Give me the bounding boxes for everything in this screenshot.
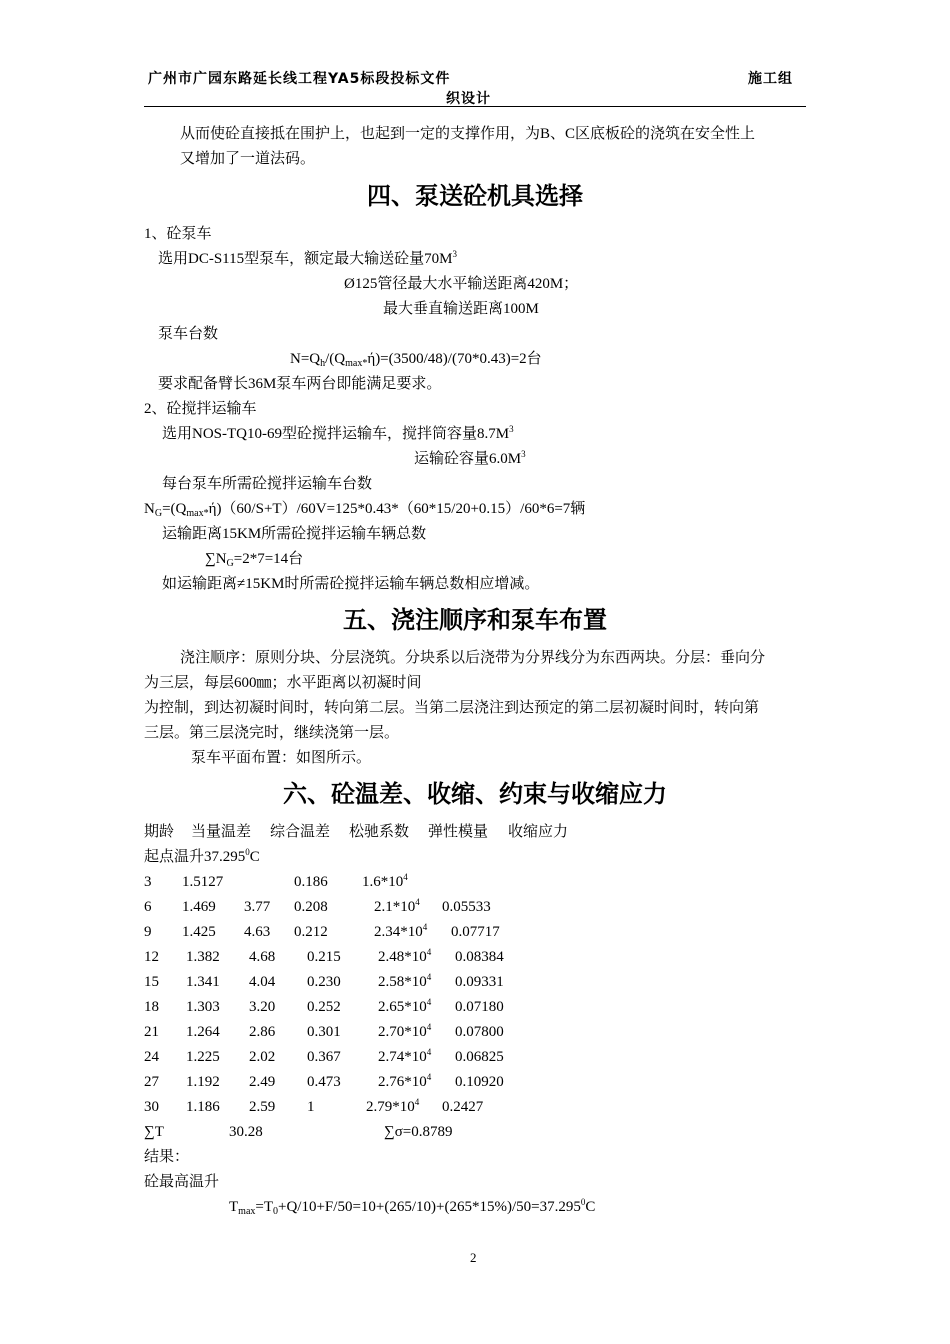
table-cell-age: 24 — [144, 1049, 159, 1065]
table-cell-mod: $1.6*10^4$ — [362, 872, 408, 890]
header-rule — [144, 106, 806, 107]
col-header: 当量温差 — [191, 824, 252, 840]
tmax-formula: $T_{max}=T_0+Q/10+F/50=10+(265/10)+(265*15\%)/50=37.295^0C$ — [229, 1197, 596, 1217]
item-mixer-truck: 2、砼搅拌运输车 — [144, 401, 257, 417]
col-header: 期龄 — [144, 824, 175, 840]
table-cell-relax: 0.252 — [307, 999, 341, 1015]
sum-t-label: ∑T — [144, 1124, 164, 1140]
table-cell-mod: $2.1*10^4$ — [374, 897, 420, 915]
header-right: 施工组 — [748, 71, 793, 87]
pour-order-line-2: 为三层，每层600㎜；水平距离以初凝时间 — [144, 675, 422, 691]
pour-order-line-3: 为控制，到达初凝时间时，转向第二层。当第二层浇注到达预定的第二层初凝时间时，转向第 — [144, 700, 760, 716]
table-cell-relax: 0.230 — [307, 974, 341, 990]
table-cell-relax: 1 — [307, 1099, 315, 1115]
table-cell-relax: 0.473 — [307, 1074, 341, 1090]
table-cell-stress: 0.08384 — [455, 949, 504, 965]
table-cell-equiv: 1.341 — [186, 974, 220, 990]
col-header: 综合温差 — [270, 824, 331, 840]
table-cell-age: 3 — [144, 874, 152, 890]
max-rise-label: 砼最高温升 — [144, 1174, 220, 1190]
page-number: 2 — [470, 1250, 477, 1265]
table-cell-comp: 3.20 — [249, 999, 276, 1015]
table-cell-equiv: 1.192 — [186, 1074, 220, 1090]
table-cell-comp: 4.04 — [249, 974, 276, 990]
result-label: 结果： — [144, 1149, 190, 1165]
table-cell-stress: 0.2427 — [442, 1099, 484, 1115]
table-cell-equiv: 1.382 — [186, 949, 220, 965]
table-cell-relax: 0.212 — [294, 924, 328, 940]
table-cell-equiv: 1.469 — [182, 899, 216, 915]
table-cell-comp: 4.63 — [244, 924, 271, 940]
table-cell-age: 15 — [144, 974, 159, 990]
pump-model: 选用DC-S115型泵车，额定最大输送砼量$70M^3$ — [158, 249, 457, 267]
table-cell-mod: $2.76*10^4$ — [378, 1072, 432, 1090]
pour-order-line-4: 三层。第三层浇完时，继续浇第一层。 — [144, 725, 400, 741]
col-header: 弹性模量 — [428, 824, 489, 840]
table-cell-comp: 2.86 — [249, 1024, 276, 1040]
section-6-title: 六、砼温差、收缩、约束与收缩应力 — [283, 780, 667, 808]
table-cell-mod: $2.74*10^4$ — [378, 1047, 432, 1065]
pump-horizontal-distance: Ø125管径最大水平输送距离420M； — [344, 276, 579, 292]
table-cell-equiv: 1.425 — [182, 924, 216, 940]
table-cell-age: 18 — [144, 999, 159, 1015]
table-cell-age: 30 — [144, 1099, 159, 1115]
intro-line-2: 又增加了一道法码。 — [180, 151, 316, 167]
mixers-per-pump-formula: $N_G=(Q_{max*}ή)(60/S+T)/60V=125*0.43*(60*15/20+0.15)/60*6=7$辆 — [144, 501, 586, 519]
table-cell-relax: 0.186 — [294, 874, 328, 890]
table-cell-stress: 0.05533 — [442, 899, 491, 915]
mixers-total-label: 运输距离15KM所需砼搅拌运输车辆总数 — [162, 526, 427, 542]
intro-line-1: 从而使砼直接抵在围护上，也起到一定的支撑作用，为B、C区底板砼的浇筑在安全性上 — [180, 126, 756, 142]
table-cell-relax: 0.215 — [307, 949, 341, 965]
start-temp-rise: 起点温升37.295$^0$C — [144, 847, 260, 865]
table-cell-age: 21 — [144, 1024, 159, 1040]
table-cell-mod: $2.48*10^4$ — [378, 947, 432, 965]
table-cell-equiv: 1.5127 — [182, 874, 224, 890]
table-cell-relax: 0.301 — [307, 1024, 341, 1040]
table-cell-comp: 2.02 — [249, 1049, 276, 1065]
table-cell-equiv: 1.303 — [186, 999, 220, 1015]
col-header: 收缩应力 — [508, 824, 569, 840]
col-header: 松驰系数 — [349, 824, 410, 840]
table-cell-equiv: 1.186 — [186, 1099, 220, 1115]
table-cell-stress: 0.06825 — [455, 1049, 504, 1065]
pour-order-line-1: 浇注顺序：原则分块、分层浇筑。分块系以后浇带为分界线分为东西两块。分层：垂向分 — [180, 650, 766, 666]
table-cell-equiv: 1.225 — [186, 1049, 220, 1065]
table-cell-age: 12 — [144, 949, 159, 965]
mixer-transport-capacity: 运输砼容量$6.0M^3$ — [414, 449, 526, 467]
section-4-title: 四、泵送砼机具选择 — [367, 182, 583, 210]
table-cell-age: 9 — [144, 924, 152, 940]
table-cell-mod: $2.58*10^4$ — [378, 972, 432, 990]
table-cell-mod: $2.70*10^4$ — [378, 1022, 432, 1040]
table-cell-stress: 0.07800 — [455, 1024, 504, 1040]
pump-count-formula: $N=Q_h/(Q_{max*}ή)=(3500/48)/(70*0.43)=2$台 — [290, 351, 542, 369]
boom-requirement: 要求配备臂长36M泵车两台即能满足要求。 — [158, 376, 442, 392]
table-cell-stress: 0.07717 — [451, 924, 500, 940]
table-cell-age: 6 — [144, 899, 152, 915]
sum-comprehensive-temp: 30.28 — [229, 1124, 263, 1140]
table-cell-comp: 4.68 — [249, 949, 276, 965]
header-title: 广州市广园东路延长线工程YA5标段投标文件 — [148, 71, 451, 87]
table-cell-stress: 0.10920 — [455, 1074, 504, 1090]
table-cell-equiv: 1.264 — [186, 1024, 220, 1040]
mixers-per-pump-label: 每台泵车所需砼搅拌运输车台数 — [162, 476, 373, 492]
pump-layout-note: 泵车平面布置：如图所示。 — [191, 750, 372, 766]
pump-count-label: 泵车台数 — [158, 326, 219, 342]
table-cell-stress: 0.09331 — [455, 974, 504, 990]
table-cell-comp: 2.49 — [249, 1074, 276, 1090]
sum-stress: ∑σ=0.8789 — [384, 1124, 453, 1140]
table-cell-relax: 0.208 — [294, 899, 328, 915]
header-wrap: 织设计 — [446, 91, 491, 107]
table-cell-mod: $2.65*10^4$ — [378, 997, 432, 1015]
table-cell-age: 27 — [144, 1074, 159, 1090]
mixers-total-formula: $\sum N_G=2*7=14$台 — [205, 551, 304, 569]
table-cell-mod: $2.34*10^4$ — [374, 922, 428, 940]
pump-vertical-distance: 最大垂直输送距离100M — [383, 301, 539, 317]
mixers-adjust-note: 如运输距离≠15KM时所需砼搅拌运输车辆总数相应增减。 — [162, 576, 540, 592]
table-cell-mod: $2.79*10^4$ — [366, 1097, 420, 1115]
table-cell-comp: 3.77 — [244, 899, 271, 915]
mixer-model: 选用NOS-TQ10-69型砼搅拌运输车，搅拌筒容量$8.7M^3$ — [162, 424, 514, 442]
table-cell-comp: 2.59 — [249, 1099, 276, 1115]
table-cell-relax: 0.367 — [307, 1049, 341, 1065]
table-cell-stress: 0.07180 — [455, 999, 504, 1015]
item-pump-truck: 1、砼泵车 — [144, 226, 212, 242]
section-5-title: 五、浇注顺序和泵车布置 — [343, 606, 607, 634]
